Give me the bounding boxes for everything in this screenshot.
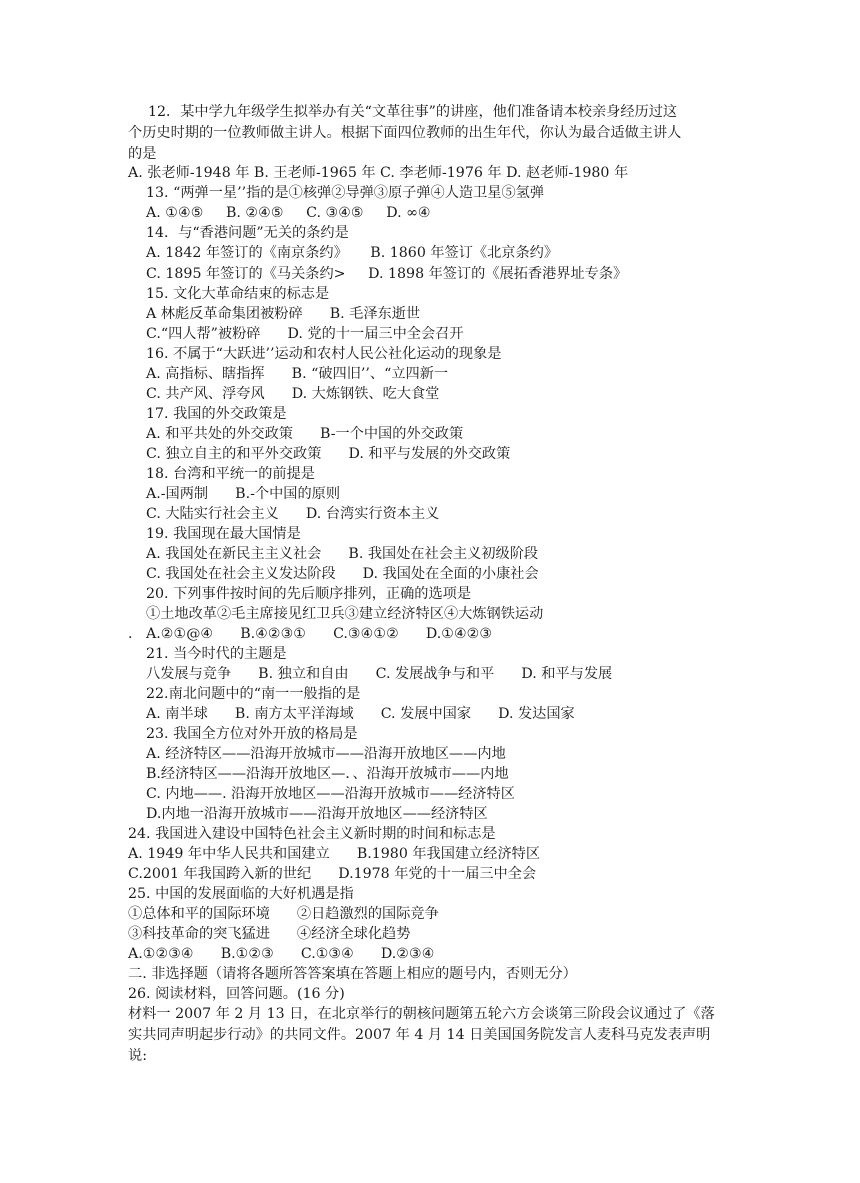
text-line: 25. 中国的发展面临的大好机遇是指 (128, 886, 354, 902)
text-line: ①土地改革②毛主席接见红卫兵③建立经济特区④大炼钢铁运动 (146, 606, 544, 622)
text-line: A. 张老师-1948 年 B. 王老师-1965 年 C. 李老师-1976 年 D. 赵老师-1980 年 (128, 165, 629, 181)
text-line: 12．某中学九年级学生拟举办有关“文革往事”的讲座，他们准备请本校亲身经历过这 (148, 104, 678, 120)
text-line: 个历史时期的一位教师做主讲人。根据下面四位教师的出生年代，你认为最合适做主讲人 (128, 125, 682, 141)
text-line: ①总体和平的国际环境 ②日趋激烈的国际竞争 (128, 906, 439, 922)
text-line: C.2001 年我国跨入新的世纪 D.1978 年党的十一届三中全会 (128, 866, 537, 882)
text-line: A. 和平共处的外交政策 B-一个中国的外交政策 (146, 426, 464, 442)
text-line: A. 高指标、瞎指挥 B. “破四旧’’、“立四新一 (146, 366, 449, 382)
text-line: 实共同声明起步行动》的共同文件。2007 年 4 月 14 日美国国务院发言人麦科马克发表声明 (128, 1027, 711, 1043)
text-line: 二. 非选择题（请将各题所答答案填在答题上相应的题号内，否则无分） (128, 966, 577, 982)
text-line: 26. 阅读材料，回答问题。(16 分) (128, 986, 345, 1002)
text-line: 19. 我国现在最大国情是 (146, 526, 301, 542)
text-line: 15. 文化大革命结束的标志是 (146, 286, 330, 302)
text-line: C.“四人帮”被粉碎 D. 党的十一届三中全会召开 (146, 326, 464, 342)
text-line: C. 1895 年签订的《马关条约> D. 1898 年签订的《展拓香港界址专条》 (146, 266, 628, 282)
text-line: 17. 我国的外交政策是 (146, 406, 287, 422)
text-line: D.内地一沿海开放城市——沿海开放地区——经济特区 (146, 806, 488, 822)
text-line: 20. 下列事件按时间的先后顺序排列，正确的选项是 (146, 586, 472, 602)
text-line: C. 共产风、浮夸风 D. 大炼钢铁、吃大食堂 (146, 386, 440, 402)
text-line: 14．与“香港问题”无关的条约是 (146, 225, 349, 241)
text-line: 22.南北问题中的“南一一般指的是 (146, 686, 361, 702)
text-line: C. 大陆实行社会主义 D. 台湾实行资本主义 (146, 506, 440, 522)
text-line: 材料一 2007 年 2 月 13 日，在北京举行的朝核问题第五轮六方会谈第三阶段会议通过了《落 (128, 1006, 715, 1022)
text-line: 13. “两弹一星’’指的是①核弹②导弹③原子弹④人造卫星⑤氢弹 (146, 185, 545, 201)
text-line: 21. 当今时代的主题是 (146, 646, 287, 662)
text-line: 16. 不属于“大跃进’’运动和农村人民公社化运动的现象是 (146, 346, 502, 362)
text-line: A.-国两制 B.-个中国的原则 (146, 486, 341, 502)
text-line: C. 独立自主的和平外交政策 D. 和平与发展的外交政策 (146, 446, 511, 462)
text-line: A.①②③④ B.①②③ C.①③④ D.②③④ (128, 946, 435, 962)
text-line: A. 南半球 B. 南方太平洋海域 C. 发展中国家 D. 发达国家 (146, 706, 575, 722)
text-line: A. 1842 年签订的《南京条约》 B. 1860 年签订《北京条约》 (146, 245, 559, 261)
text-line: ③科技革命的突飞猛进 ④经济全球化趋势 (128, 926, 411, 942)
text-line: 24. 我国进入建设中国特色社会主义新时期的时间和标志是 (128, 826, 496, 842)
text-line: A. ①④⑤ B. ②④⑤ C. ③④⑤ D. ∞④ (146, 205, 431, 221)
text-line: A. 我国处在新民主主义社会 B. 我国处在社会主义初级阶段 (146, 546, 539, 562)
text-line: . A.②①@④ B.④②③① C.③④①② D.①④②③ (128, 626, 493, 642)
text-line: C. 我国处在社会主义发达阶段 D. 我国处在全面的小康社会 (146, 566, 539, 582)
text-line: 的是 (128, 146, 157, 162)
text-line: 说: (128, 1048, 147, 1064)
text-line: 八发展与竞争 B. 独立和自由 C. 发展战争与和平 D. 和平与发展 (146, 666, 613, 682)
text-line: A 林彪反革命集团被粉碎 B. 毛泽东逝世 (146, 306, 421, 322)
text-line: A. 1949 年中华人民共和国建立 B.1980 年我国建立经济特区 (128, 846, 541, 862)
text-line: 23. 我国全方位对外开放的格局是 (146, 726, 358, 742)
text-line: B.经济特区——沿海开放地区—．、沿海开放城市——内地 (146, 766, 509, 782)
text-line: C. 内地——. 沿海开放地区——沿海开放城市——经济特区 (146, 786, 515, 802)
text-line: A. 经济特区——沿海开放城市——沿海开放地区——内地 (146, 746, 506, 762)
text-line: 18. 台湾和平统一的前提是 (146, 466, 315, 482)
